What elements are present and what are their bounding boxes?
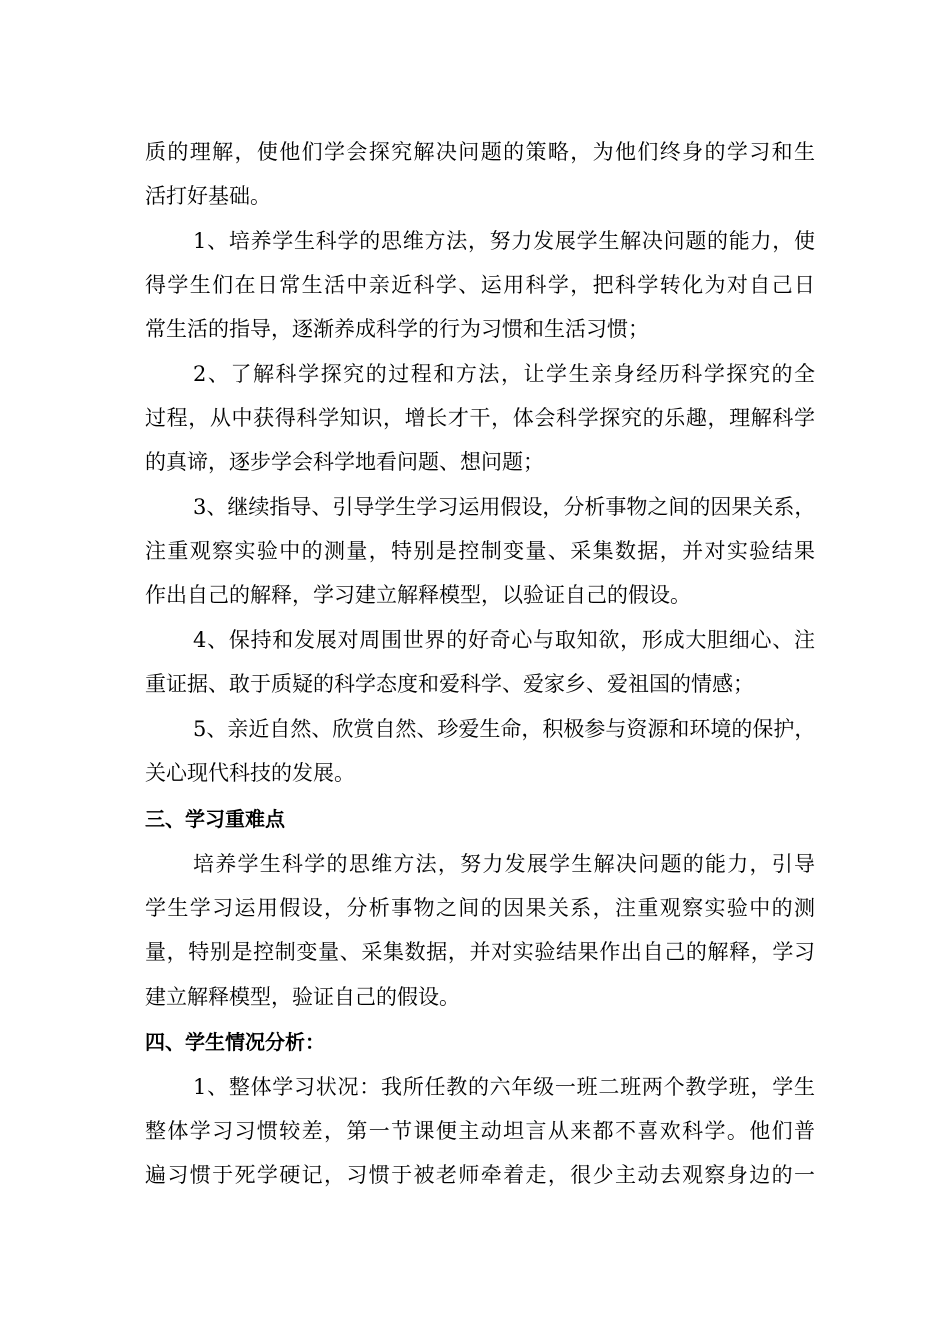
- text-line-2: 活打好基础。: [145, 184, 271, 208]
- text-line-6: 2、了解科学探究的过程和方法，让学生亲身经历科学探究的全: [193, 362, 815, 386]
- text-line-20: 建立解释模型，验证自己的假设。: [145, 985, 460, 1009]
- text-line-1: 质的理解，使他们学会探究解决问题的策略，为他们终身的学习和生: [145, 140, 815, 164]
- text-line-3: 1、培养学生科学的思维方法，努力发展学生解决问题的能力，使: [193, 229, 815, 253]
- text-line-8: 的真谛，逐步学会科学地看问题、想问题；: [145, 450, 544, 474]
- text-line-19: 量，特别是控制变量、采集数据，并对实验结果作出自己的解释，学习: [145, 940, 815, 964]
- text-line-23: 整体学习习惯较差，第一节课便主动坦言从来都不喜欢科学。他们普: [145, 1119, 815, 1143]
- text-line-5: 常生活的指导，逐渐养成科学的行为习惯和生活习惯；: [145, 317, 649, 341]
- text-line-18: 学生学习运用假设，分析事物之间的因果关系，注重观察实验中的测: [145, 896, 815, 920]
- text-line-10: 注重观察实验中的测量，特别是控制变量、采集数据，并对实验结果: [145, 539, 815, 563]
- text-line-9: 3、继续指导、引导学生学习运用假设，分析事物之间的因果关系，: [193, 495, 815, 519]
- section-heading-3: 三、学习重难点: [145, 807, 285, 831]
- text-line-15: 关心现代科技的发展。: [145, 761, 355, 785]
- text-line-7: 过程，从中获得科学知识，增长才干，体会科学探究的乐趣，理解科学: [145, 406, 815, 430]
- text-line-13: 重证据、敢于质疑的科学态度和爱科学、爱家乡、爱祖国的情感；: [145, 672, 754, 696]
- text-line-12: 4、保持和发展对周围世界的好奇心与取知欲，形成大胆细心、注: [193, 628, 815, 652]
- section-heading-4: 四、学生情况分析：: [145, 1030, 325, 1054]
- text-line-24: 遍习惯于死学硬记，习惯于被老师牵着走，很少主动去观察身边的一: [145, 1163, 815, 1187]
- text-line-14: 5、亲近自然、欣赏自然、珍爱生命，积极参与资源和环境的保护，: [193, 717, 815, 741]
- text-line-22: 1、整体学习状况：我所任教的六年级一班二班两个教学班，学生: [193, 1075, 815, 1099]
- text-line-11: 作出自己的解释，学习建立解释模型，以验证自己的假设。: [145, 583, 691, 607]
- text-line-4: 得学生们在日常生活中亲近科学、运用科学，把科学转化为对自己日: [145, 273, 815, 297]
- text-line-17: 培养学生科学的思维方法，努力发展学生解决问题的能力，引导: [193, 852, 815, 876]
